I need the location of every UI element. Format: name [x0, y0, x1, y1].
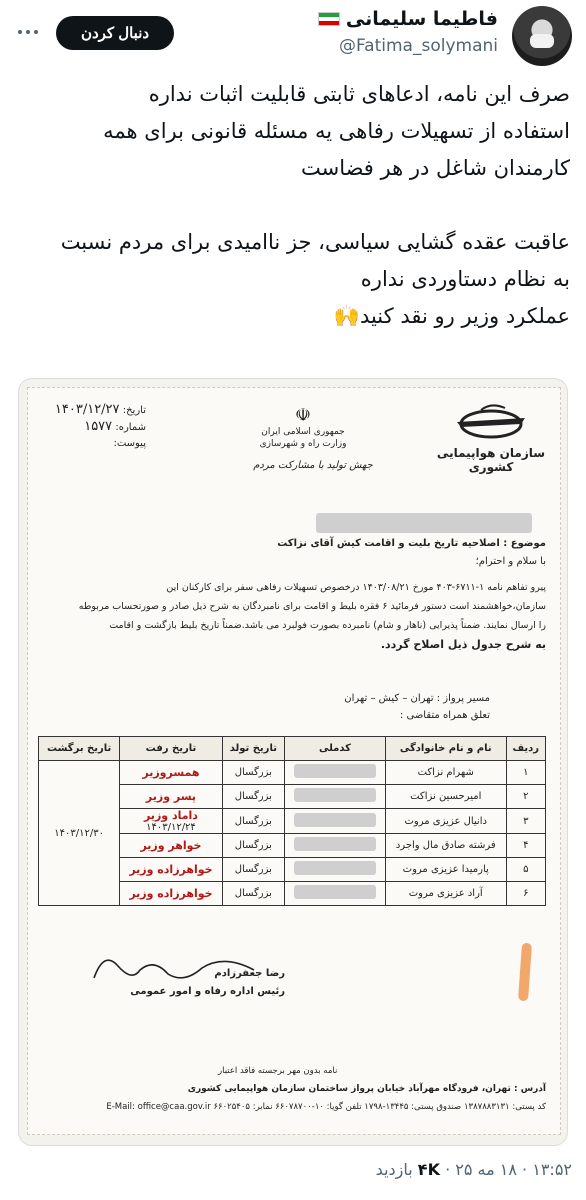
col-header: کدملی: [285, 737, 386, 761]
return-date-cell: ۱۴۰۳/۱۲/۳۰: [39, 761, 120, 906]
caa-logo-icon: [451, 400, 531, 444]
footer-address: آدرس : تهران، فرودگاه مهرآباد خیابان پرواز ساختمان سازمان هواپیمایی کشوری: [187, 1084, 546, 1094]
body-line: به شرح جدول ذیل اصلاح گردد.: [380, 638, 546, 651]
tweet-time[interactable]: ۱۳:۵۲: [532, 1160, 572, 1179]
row-number: ۳: [506, 809, 545, 834]
tweet-line: صرف این نامه، ادعاهای ثابتی قابلیت اثبات نداره: [148, 82, 570, 106]
tweet-media-image[interactable]: [18, 378, 568, 1146]
col-header: تاریخ رفت: [120, 737, 222, 761]
date-label: تاریخ:: [122, 405, 146, 416]
more-options-icon[interactable]: [14, 18, 42, 46]
redacted-id: [294, 885, 376, 899]
row-number: ۶: [506, 882, 545, 906]
emblem-line: جمهوری اسلامی ایران: [261, 427, 345, 437]
passenger-name: شهرام نزاکت: [385, 761, 506, 785]
passenger-name: آراد عزیزی مروت: [385, 882, 506, 906]
relation-annotation: داماد وزیر: [143, 809, 198, 822]
relation-annotation: خواهرزاده وزیر: [120, 858, 222, 882]
passenger-name: امیرحسین نزاکت: [385, 785, 506, 809]
highlight-mark: [518, 943, 532, 1002]
user-name-row[interactable]: [318, 8, 498, 30]
national-id-cell: [285, 834, 386, 858]
relation-annotation: خواهرزاده وزیر: [120, 882, 222, 906]
body-line: پیرو تفاهم نامه ۱-۶۷۱۱-۴۰۳ مورخ ۱۴۰۳/۰۸/۲۱ درخصوص تسهیلات رفاهی سفر برای کارکنان این: [166, 582, 546, 593]
letter-body: [41, 578, 546, 654]
emblem-block: [248, 406, 358, 450]
letter-subject: موضوع : اصلاحیه تاریخ بلیت و اقامت کیش آقای نزاکت: [277, 538, 546, 549]
number-label: شماره:: [115, 422, 146, 433]
separator-dot: ·: [445, 1160, 451, 1179]
tweet-date[interactable]: ۱۸ مه ۲۵: [455, 1160, 517, 1179]
relation-annotation: پسر وزیر: [120, 785, 222, 809]
avatar[interactable]: [512, 6, 572, 66]
tweet-line: به نظام دستاوردی نداره: [360, 267, 570, 291]
footer-contacts: کد پستی: ۱۳۸۷۸۸۳۱۳۱ صندوق پستی: ۱۳۴۴۵-۱۷۹۸ تلفن گویا: ۱۰-۶۶۰۷۸۷۰۰ نمابر: ۶۶۰۲۵۴۰۵ E-Mail: office@caa.gov.ir: [106, 1102, 546, 1112]
letter-document: [27, 387, 561, 1135]
follow-button[interactable]: دنبال کردن: [56, 16, 174, 50]
tweet-line: عاقبت عقده گشایی سیاسی، جز ناامیدی برای مردم نسبت: [60, 230, 570, 254]
caa-logo: [436, 400, 546, 474]
passenger-name: پارمیدا عزیزی مروت: [385, 858, 506, 882]
col-header: تاریخ برگشت: [39, 737, 120, 761]
separator-dot: ·: [522, 1160, 528, 1179]
depart-date-cell: [120, 809, 222, 834]
redacted-recipient: [316, 513, 532, 533]
date-value: ۱۴۰۳/۱۲/۲۷: [54, 402, 120, 417]
col-header: نام و نام خانوادگی: [385, 737, 506, 761]
stamp-note: نامه بدون مهر برجسته فاقد اعتبار: [218, 1066, 338, 1076]
views-label: بازدید: [375, 1160, 413, 1179]
passenger-name: دانیال عزیزی مروت: [385, 809, 506, 834]
views-count: ۴K: [417, 1160, 440, 1179]
iran-flag-icon: [318, 12, 340, 26]
row-number: ۱: [506, 761, 545, 785]
redacted-id: [294, 813, 376, 827]
slogan: جهش تولید با مشارکت مردم: [253, 460, 373, 471]
age-group: بزرگسال: [222, 761, 284, 785]
number-value: ۱۵۷۷: [84, 419, 113, 434]
redacted-id: [294, 861, 376, 875]
companions-text: تعلق همراه متقاضی :: [399, 710, 490, 721]
age-group: بزرگسال: [222, 858, 284, 882]
age-group: بزرگسال: [222, 809, 284, 834]
passenger-table: [38, 736, 546, 906]
body-line: را ارسال نمایند. ضمناً پذیرایی (ناهار و شام) نامبرده بصورت فولبرد می باشد.ضمناً تاریخ بلیط بازگشت و اقامت: [109, 620, 546, 631]
national-id-cell: [285, 785, 386, 809]
national-id-cell: [285, 809, 386, 834]
table-header-row: [39, 737, 546, 761]
tweet-line: عملکرد وزیر رو نقد کنید🙌: [333, 304, 570, 328]
letter-meta: [36, 402, 146, 452]
redacted-id: [294, 764, 376, 778]
col-header: ردیف: [506, 737, 545, 761]
redacted-id: [294, 837, 376, 851]
col-header: تاریخ تولد: [222, 737, 284, 761]
user-handle[interactable]: @Fatima_solymani: [338, 36, 498, 56]
age-group: بزرگسال: [222, 785, 284, 809]
tweet-line: کارمندان شاغل در هر فضاست: [300, 156, 570, 180]
table-row: [39, 761, 546, 785]
national-id-cell: [285, 761, 386, 785]
tweet-line: استفاده از تسهیلات رفاهی یه مسئله قانونی برای همه: [103, 119, 570, 143]
depart-date: ۱۴۰۳/۱۲/۲۴: [146, 822, 196, 833]
display-name[interactable]: فاطیما سلیمانی: [345, 8, 498, 30]
flag-stripe-red: [319, 21, 339, 25]
relation-annotation: همسروزیر: [120, 761, 222, 785]
signer-name: رضا جعفرزادم: [214, 968, 285, 979]
letter-greeting: با سلام و احترام؛: [475, 556, 546, 567]
route-text: مسیر پرواز : تهران – کیش – تهران: [344, 693, 490, 704]
tweet-text: [10, 76, 570, 335]
body-line: سازمان،خواهشمند است دستور فرمائید ۶ فقره بلیط و اقامت برای نامبردگان به شرح ذیل صادر و صورتحساب مربوطه: [78, 601, 546, 612]
redacted-id: [294, 788, 376, 802]
attachment-label: پیوست:: [113, 438, 146, 449]
flight-route: [344, 690, 490, 724]
row-number: ۲: [506, 785, 545, 809]
national-id-cell: [285, 858, 386, 882]
national-id-cell: [285, 882, 386, 906]
passenger-name: فرشته صادق مال واجرد: [385, 834, 506, 858]
tweet-meta: [376, 1160, 572, 1179]
avatar-mask: [530, 34, 554, 48]
row-number: ۴: [506, 834, 545, 858]
emblem-line: وزارت راه و شهرسازی: [259, 439, 347, 449]
emblem-icon: ☫: [294, 405, 312, 426]
relation-annotation: خواهر وزیر: [120, 834, 222, 858]
signer-title: رئیس اداره رفاه و امور عمومی: [130, 986, 285, 997]
age-group: بزرگسال: [222, 834, 284, 858]
org-name: سازمان هواپیمایی کشوری: [436, 446, 546, 474]
row-number: ۵: [506, 858, 545, 882]
age-group: بزرگسال: [222, 882, 284, 906]
